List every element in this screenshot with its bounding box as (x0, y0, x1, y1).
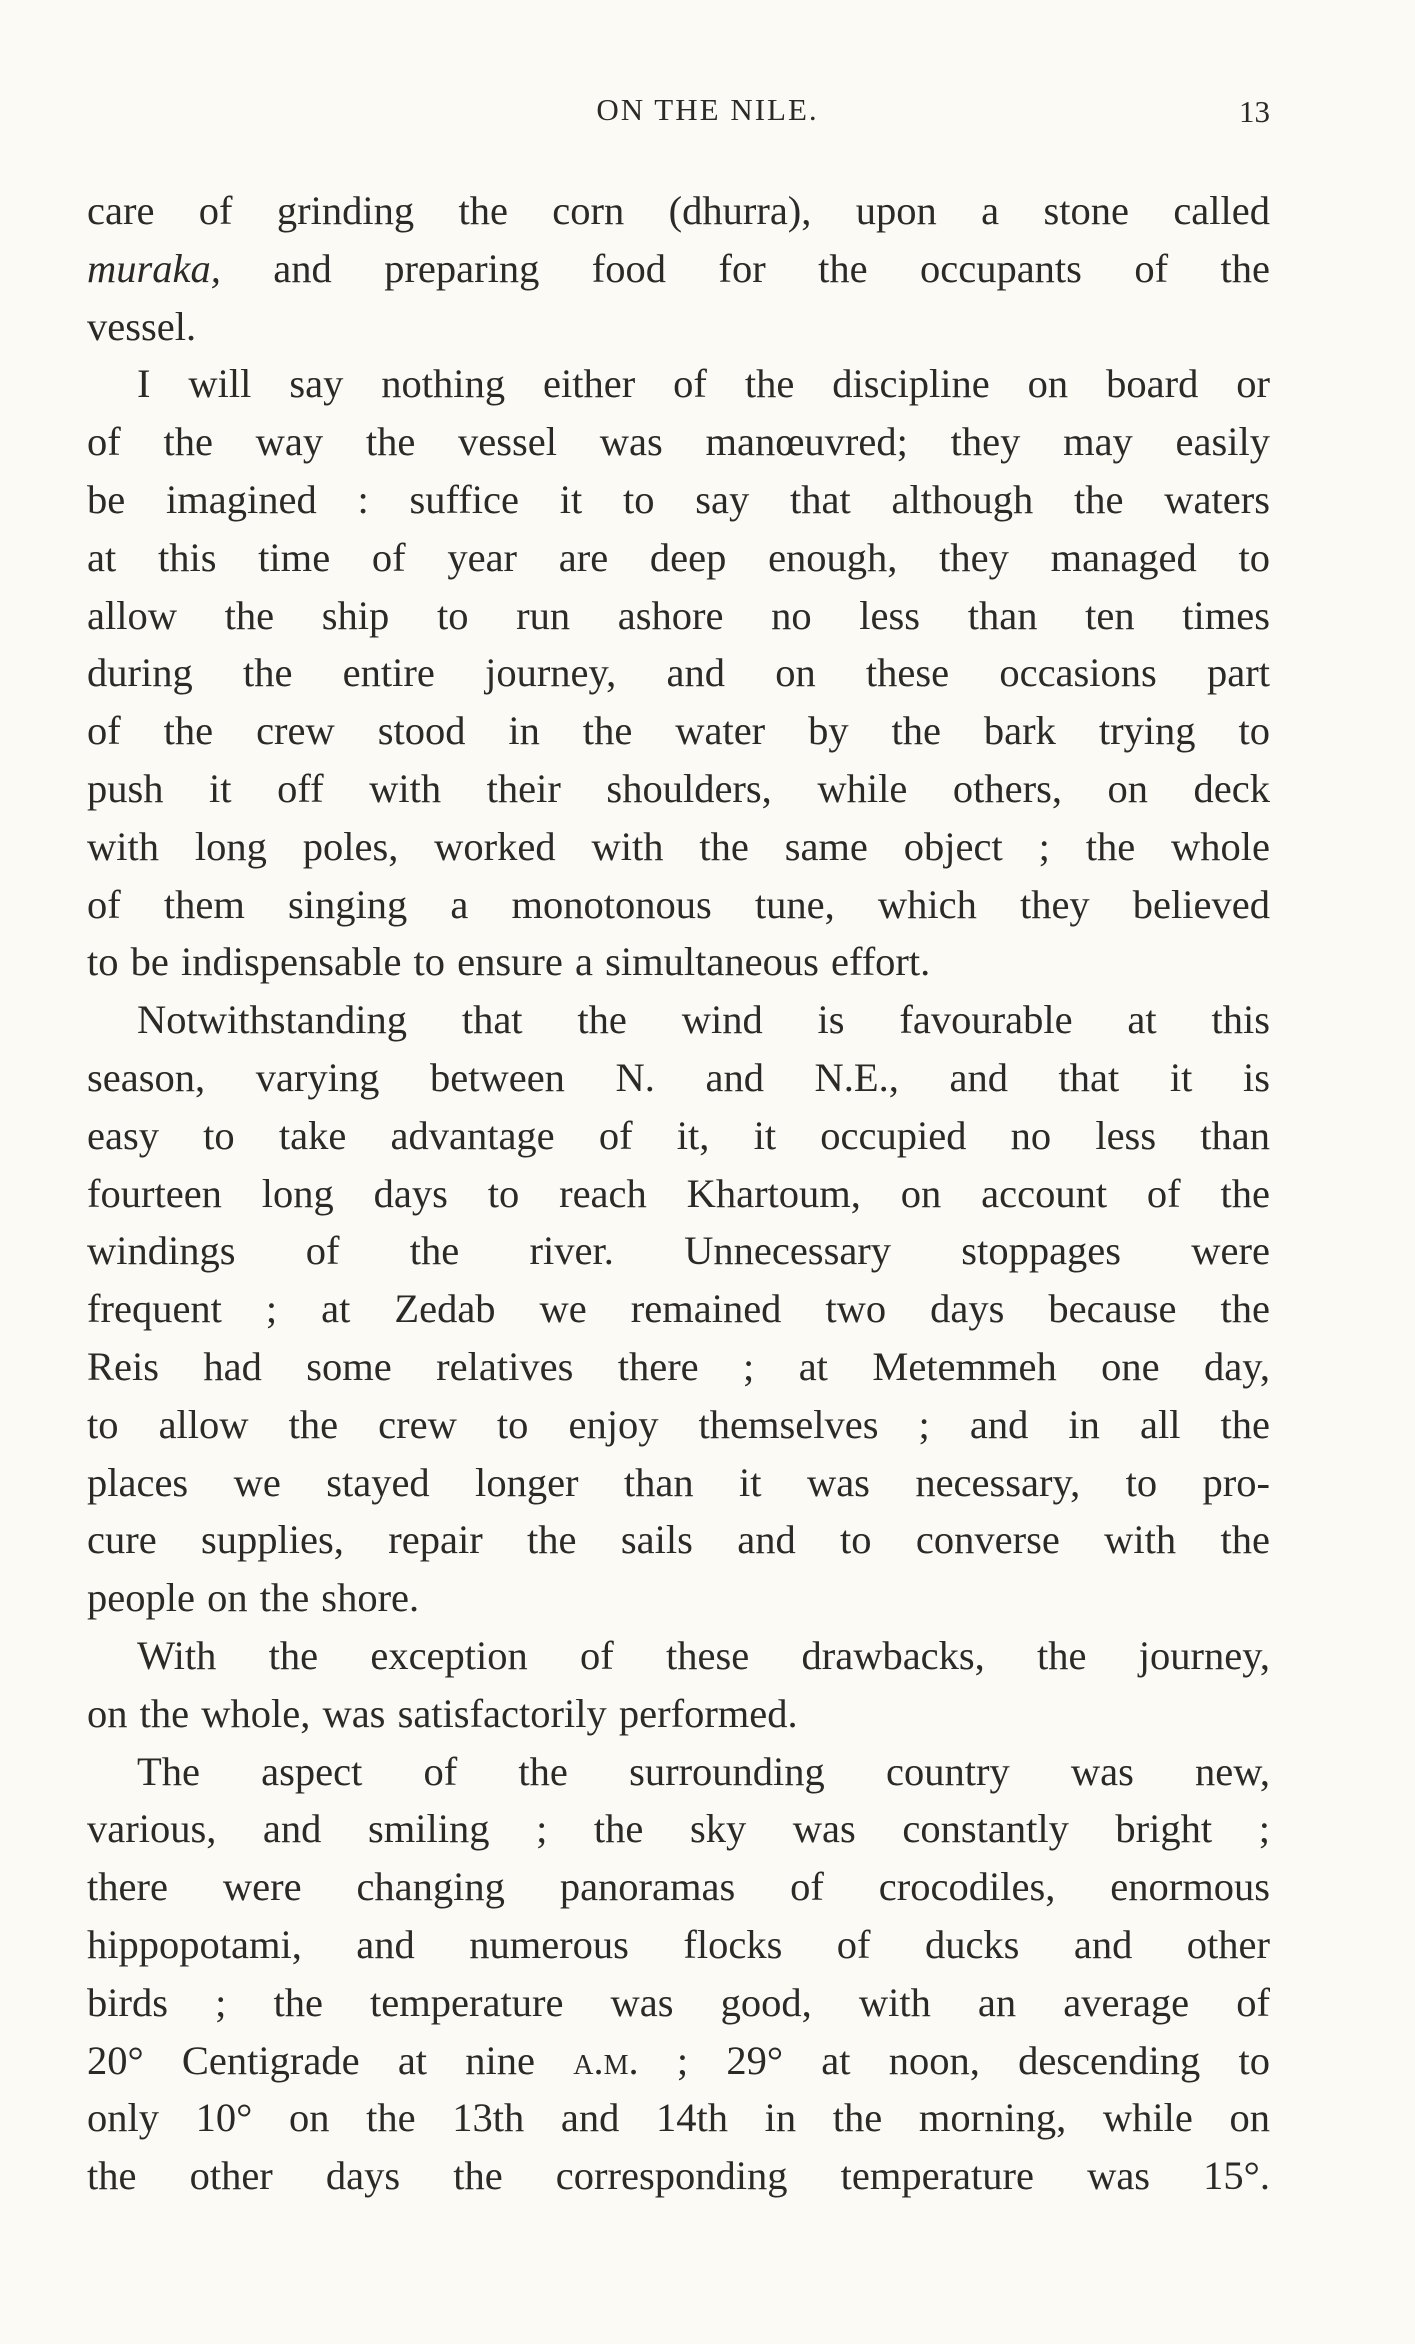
text-span: only 10° on the 13th and 14th in the morning, while on (87, 2095, 1270, 2141)
text-line (87, 2147, 1270, 2205)
text-line (87, 1165, 1270, 1223)
text-span: to be indispensable to ensure a simultaneous effort. (87, 939, 931, 985)
text-line (87, 760, 1270, 818)
text-line (87, 1743, 1270, 1801)
text-span: on the whole, was satisfactorily performed. (87, 1690, 798, 1736)
text-line (87, 298, 1270, 356)
page-number: 13 (1239, 94, 1270, 129)
text-span: and preparing food for the occupants of the (220, 245, 1270, 291)
text-span: push it off with their shoulders, while others, on deck (87, 765, 1270, 811)
text-line (87, 355, 1270, 413)
text-span: hippopotami, and numerous flocks of ducks and other (87, 1921, 1270, 1967)
text-line (87, 413, 1270, 471)
text-line (87, 1511, 1270, 1569)
text-line (87, 1396, 1270, 1454)
text-span: at this time of year are deep enough, they managed to (87, 534, 1270, 580)
text-span: cure supplies, repair the sails and to converse with the (87, 1517, 1270, 1563)
text-line (87, 1107, 1270, 1165)
text-line (87, 240, 1270, 298)
text-span: care of grinding the corn (dhurra), upon a stone called (87, 188, 1270, 233)
text-line (87, 471, 1270, 529)
text-span: With the exception of these drawbacks, the journey, (137, 1632, 1270, 1678)
text-span: to allow the crew to enjoy themselves ; and in all the (87, 1401, 1270, 1447)
text-span: Reis had some relatives there ; at Metemmeh one day, (87, 1343, 1270, 1389)
text-line (87, 587, 1270, 645)
text-span: frequent ; at Zedab we remained two days because the (87, 1286, 1270, 1332)
text-line (87, 1280, 1270, 1338)
text-line (87, 1222, 1270, 1280)
text-span: fourteen long days to reach Khartoum, on account of the (87, 1170, 1270, 1216)
text-span: vessel. (87, 303, 197, 349)
text-span: windings of the river. Unnecessary stoppages were (87, 1228, 1270, 1274)
text-line (87, 2089, 1270, 2147)
text-line (87, 818, 1270, 876)
text-line (87, 1800, 1270, 1858)
text-line (87, 1049, 1270, 1107)
text-line (87, 182, 1270, 240)
text-line (87, 1569, 1270, 1627)
text-span: season, varying between N. and N.E., and that it is (87, 1054, 1270, 1100)
text-span: various, and smiling ; the sky was constantly bright ; (87, 1806, 1270, 1852)
text-line (87, 1916, 1270, 1974)
text-span: of the crew stood in the water by the bark trying to (87, 708, 1270, 754)
text-line (87, 1338, 1270, 1396)
text-span: people on the shore. (87, 1575, 420, 1621)
text-span: 20° Centigrade at nine (87, 2037, 574, 2083)
text-span: ; 29° at noon, descending to (638, 2037, 1270, 2083)
text-line (87, 876, 1270, 934)
text-span: the other days the corresponding temperature was 15°. (87, 2153, 1270, 2199)
text-span: be imagined : suffice it to say that although the waters (87, 476, 1270, 522)
text-line (87, 1454, 1270, 1512)
text-line (87, 1858, 1270, 1916)
text-span: during the entire journey, and on these occasions part (87, 650, 1270, 696)
text-span: of the way the vessel was manœuvred; they may easily (87, 419, 1270, 465)
small-caps-text: a.m. (573, 2037, 639, 2083)
text-span: places we stayed longer than it was necessary, to pro- (87, 1459, 1270, 1505)
text-span: birds ; the temperature was good, with an average of (87, 1979, 1270, 2025)
text-span: easy to take advantage of it, it occupied no less than (87, 1112, 1270, 1158)
text-span: allow the ship to run ashore no less than ten times (87, 592, 1270, 638)
text-line (87, 1974, 1270, 2032)
body-text (87, 182, 1270, 2205)
text-line (87, 991, 1270, 1049)
text-line (87, 2032, 1270, 2090)
text-line (87, 1685, 1270, 1743)
text-line (87, 1627, 1270, 1685)
text-line (87, 529, 1270, 587)
italic-text: muraka, (87, 245, 221, 291)
text-span: with long poles, worked with the same object ; the whole (87, 823, 1270, 869)
text-line (87, 933, 1270, 991)
text-line (87, 702, 1270, 760)
text-span: of them singing a monotonous tune, which they believed (87, 881, 1270, 927)
running-title: ON THE NILE. (596, 92, 819, 127)
text-span: there were changing panoramas of crocodiles, enormous (87, 1864, 1270, 1910)
text-span: Notwithstanding that the wind is favourable at this (137, 997, 1270, 1043)
page-header (0, 92, 1415, 132)
text-line (87, 644, 1270, 702)
text-span: The aspect of the surrounding country was new, (137, 1748, 1270, 1794)
text-span: I will say nothing either of the discipline on board or (137, 361, 1270, 407)
